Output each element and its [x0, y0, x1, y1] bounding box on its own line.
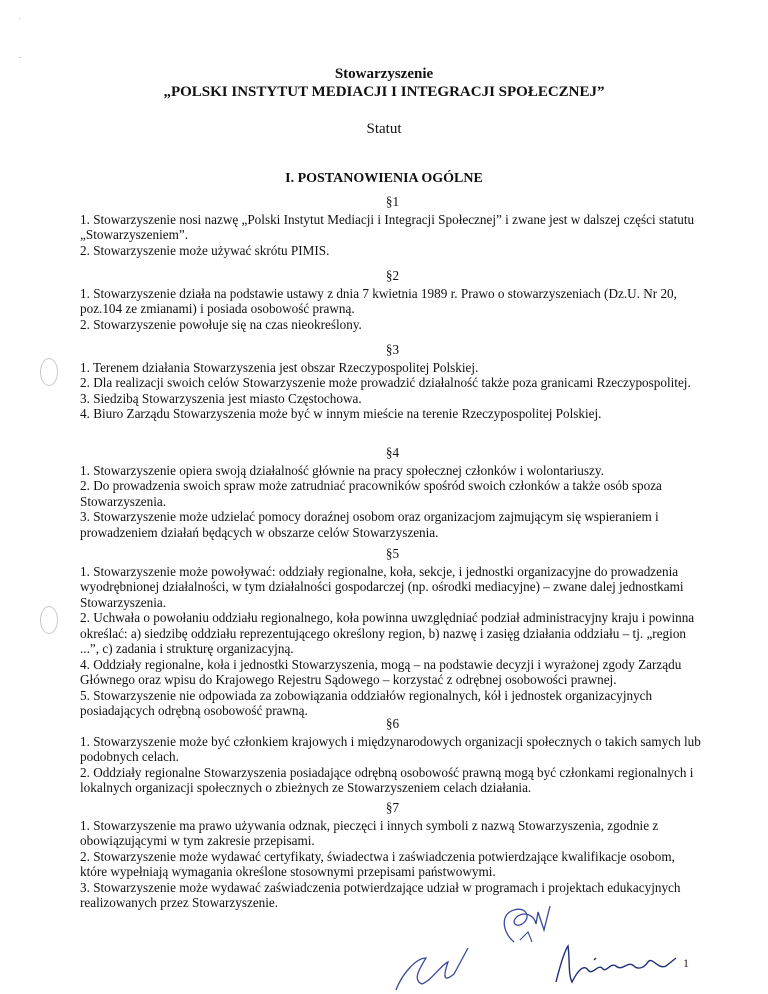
paragraph: 2. Do prowadzenia swoich spraw może zatrudniać pracowników spośród swoich członków a także osób spoza Stowarzyszenia. — [80, 478, 662, 509]
section-symbol: §4 — [385, 445, 400, 460]
paragraph: 4. Oddziały regionalne, koła i jednostki Stowarzyszenia, mogą – na podstawie decyzji i wyrażonej zgody Zarządu Głównego oraz wpisu do Krajowego Rejestru Sądowego – korzystać z odrębnej osobowości prawnej. — [80, 656, 682, 687]
section-5 — [80, 546, 705, 719]
paragraph: 1. Terenem działania Stowarzyszenia jest obszar Rzeczypospolitej Polskiej. — [80, 359, 479, 375]
paragraph: 4. Biuro Zarządu Stowarzyszenia może być w innym mieście na terenie Rzeczypospolitej Polskiej. — [80, 406, 602, 421]
section-3 — [80, 342, 705, 422]
organization-label: Stowarzyszenie — [334, 66, 434, 82]
handwritten-initials-signature — [492, 902, 552, 952]
scan-speck: - — [18, 52, 22, 63]
section-symbol: §5 — [385, 546, 400, 561]
paragraph: 3. Stowarzyszenie może wydawać zaświadczenia potwierdzające udział w programach i projektach edukacyjnych realizowanych przez Stowarzyszenie. — [80, 879, 681, 910]
section-6 — [80, 716, 705, 796]
paragraph: 1. Stowarzyszenie ma prawo używania odznak, pieczęci i innych symboli z nazwą Stowarzyszenia, zgodnie z obowiązującymi w tym zakresie przepisami. — [80, 817, 659, 848]
paragraph: 2. Dla realizacji swoich celów Stowarzyszenie może prowadzić działalność także poza granicami Rzeczypospolitej. — [80, 375, 691, 390]
section-symbol: §1 — [385, 194, 400, 209]
organization-name: „POLSKI INSTYTUT MEDIACJI I INTEGRACJI SPOŁECZNEJ” — [163, 84, 605, 100]
paragraph: 2. Stowarzyszenie powołuje się na czas nieokreślony. — [80, 316, 362, 332]
paragraph: 2. Uchwała o powołaniu oddziału regionalnego, koła powinna uwzględniać podział administracyjny kraju i powinna określać: a) siedzibę oddziału reprezentującego określony region, b) nazwę i zasięg działania oddziału – tj. „region ...”, c) zadania i strukturę organizacyjną. — [80, 610, 695, 656]
section-7 — [80, 800, 705, 911]
paragraph: 2. Oddziały regionalne Stowarzyszenia posiadające odrębną osobowość prawną mogą być członkami regionalnych i lokalnych organizacji społecznych o zbieżnych ze Stowarzyszeniem celach działania. — [80, 764, 694, 795]
paragraph: 2. Stowarzyszenie może używać skrótu PIMIS. — [80, 242, 330, 258]
chapter-heading: I. POSTANOWIENIA OGÓLNE — [285, 171, 483, 186]
paragraph: 5. Stowarzyszenie nie odpowiada za zobowiązania oddziałów regionalnych, kół i jednostek organizacyjnych posiadających odrębną osobowość prawną. — [80, 687, 653, 718]
paragraph: 3. Stowarzyszenie może udzielać pomocy doraźnej osobom oraz organizacjom zajmującym się wspieraniem i prowadzeniem działań będących w obszarze celów Stowarzyszenia. — [80, 509, 659, 540]
handwritten-signature-right — [548, 940, 688, 990]
document-title: Statut — [366, 121, 402, 137]
punch-hole-mark — [40, 606, 58, 634]
page-mark: 1 — [683, 956, 689, 970]
paragraph: 2. Stowarzyszenie może wydawać certyfikaty, świadectwa i zaświadczenia potwierdzające kwalifikacje osobom, które wypełniają wymagania określone stosownymi przepisami państwowymi. — [80, 848, 675, 879]
section-symbol: §3 — [385, 342, 400, 357]
punch-hole-mark — [40, 358, 58, 386]
handwritten-signature-left — [392, 944, 472, 994]
section-4 — [80, 445, 705, 540]
section-symbol: §2 — [385, 268, 400, 283]
paragraph: 1. Stowarzyszenie nosi nazwę „Polski Instytut Mediacji i Integracji Społecznej” i zwane jest w dalszej części statutu „Stowarzyszeniem”. — [80, 211, 695, 242]
section-symbol: §6 — [385, 716, 400, 731]
section-1 — [80, 194, 705, 258]
paragraph: 1. Stowarzyszenie może być członkiem krajowych i międzynarodowych organizacji społecznych o takich samych lub podobnych celach. — [80, 733, 701, 764]
paragraph: 1. Stowarzyszenie może powoływać: oddziały regionalne, koła, sekcje, i jednostki organizacyjne do prowadzenia wyodrębnionej działalności, w tym działalności gospodarczej (np. ośrodki mediacyjne) – zwane dalej jednostkami Stowarzyszenia. — [80, 563, 684, 610]
paragraph: 1. Stowarzyszenie opiera swoją działalność głównie na pracy społecznej członków i wolontariuszy. — [80, 462, 604, 478]
paragraph: 1. Stowarzyszenie działa na podstawie ustawy z dnia 7 kwietnia 1989 r. Prawo o stowarzyszeniach (Dz.U. Nr 20, poz.104 ze zmianami) i posiada osobowość prawną. — [80, 285, 677, 316]
scan-speck: · — [18, 14, 22, 25]
section-symbol: §7 — [385, 800, 400, 815]
paragraph: 3. Siedzibą Stowarzyszenia jest miasto Częstochowa. — [80, 390, 362, 406]
section-2 — [80, 268, 705, 332]
